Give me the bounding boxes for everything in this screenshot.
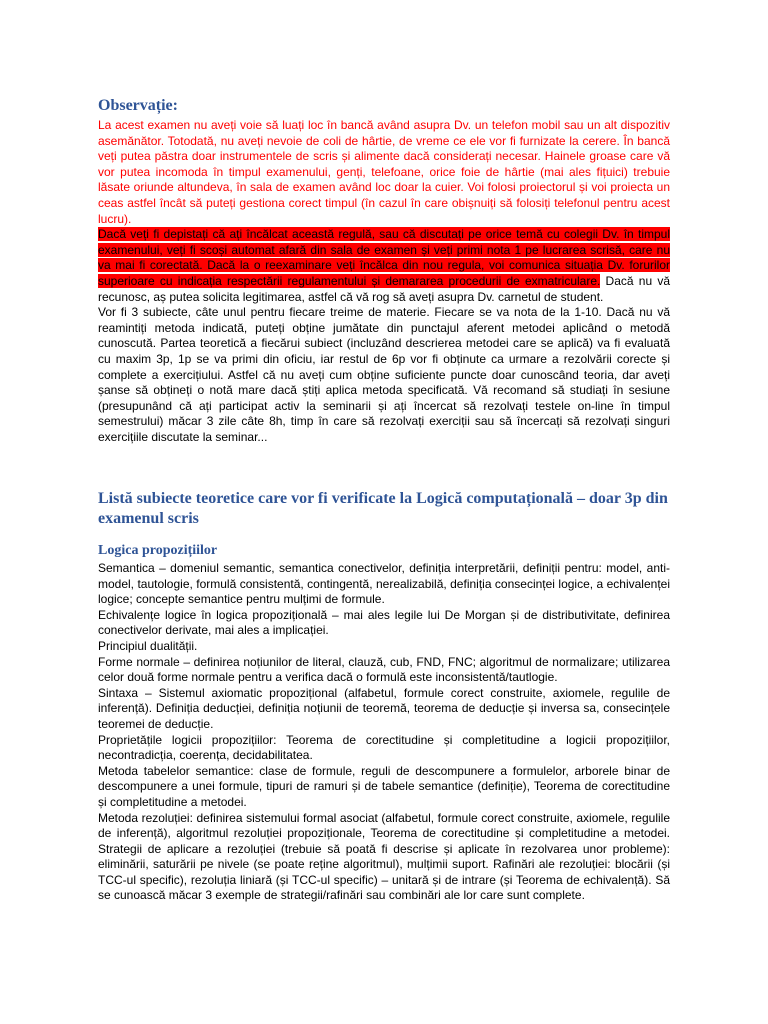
highlighted-warning: Dacă veți fi depistați că ați încălcat această regulă, sau că discutați pe orice temă cu colegii Dv. în timpul examenului, veți fi scoși automat afară din sala de examen și veți primi nota 1 pe lucrarea scrisă, care nu va mai fi corectată. Dacă la o reexaminare veți încălca din nou regula, voi comunica situația Dv. forurilor superioare cu indicația respectării regulamentului și demararea procedurii de exmatriculare. bbox=[98, 227, 670, 288]
topic-item-equivalences: Echivalențe logice în logica propozițională – mai ales legile lui De Morgan și de distributivitate, definirea conectivelor derivate, mai ales a implicației. bbox=[98, 607, 670, 638]
topic-item-resolution: Metoda rezoluției: definirea sistemului formal asociat (alfabetul, formule corect construite, axiomele, regulile de inferență), algoritmul rezoluției propoziționale, Teorema de corectitudine și completitudine a metodei. Strategii de aplicare a rezoluției (trebuie să poată fi descrise și aplicate în rezolvarea unor probleme): eliminării, saturării pe nivele (se poate reține algoritmul), mulțimii suport. Rafinări ale rezoluției: blocării (și TCC-ul specific), rezoluția liniară (și TCC-ul specific) – unitară și de intrare (și Teorema de echivalență). Să se cunoască măcar 3 exemple de strategii/rafinări sau combinări ale lor care sunt complete. bbox=[98, 810, 670, 903]
warning-paragraph: La acest examen nu aveți voie să luați loc în bancă având asupra Dv. un telefon mobil sau un alt dispozitiv asemănător. Totodată, nu aveți nevoie de coli de hârtie, de vreme ce ele vor fi furnizate la cerere. În bancă veți putea păstra doar instrumentele de scris și alimente dacă considerați necesar. Hainele groase care vă vor putea incomoda în timpul examenului, genți, telefoane, orice foie de hârtie (mai ales fițuici) trebuie lăsate oriunde altundeva, în sala de examen având loc doar la cuier. Voi folosi proiectorul și voi proiecta un ceas astfel încât să puteți gestiona corect timpul (în cazul în care obișnuiți să folosiți telefonul pentru acest lucru). bbox=[98, 118, 670, 226]
topic-item-properties: Proprietățile logicii propozițiilor: Teorema de corectitudine și completitudine a logicii propozițiilor, necontradicția, coerența, decidabilitatea. bbox=[98, 732, 670, 763]
observation-block bbox=[98, 118, 670, 445]
subsection-heading: Logica propozițiilor bbox=[98, 543, 218, 558]
topic-item-duality: Principiul dualității. bbox=[98, 638, 198, 653]
grading-paragraph: Vor fi 3 subiecte, câte unul pentru fiecare treime de materie. Fiecare se va nota de la 1-10. Dacă nu vă reamintiți metoda indicată, puteți obține jumătate din punctajul aferent metodei aplicând o metodă cunoscută. Partea teoretică a fiecărui subiect (incluzând descrierea metodei care se aplică) va fi evaluată cu maxim 3p, 1p se va primi din oficiu, iar restul de 6p vor fi obținute ca urmare a rezolvării corecte și complete a exercițiului. Astfel că nu aveți cum obține suficiente puncte doar cunoscând teoria, dar aveți șanse să obțineți o notă mare dacă știți aplica metoda specificată. Vă recomand să studiați în sesiune (presupunând că ați participat activ la seminarii și ați încercat să rezolvați testele on-line în timpul semestrului) măcar 3 zile câte 8h, timp în care să rezolvați exerciții sau să încercați să rezolvați singuri exercițiile discutate la seminar... bbox=[98, 305, 670, 444]
observation-heading: Observație: bbox=[98, 97, 178, 114]
topic-item-syntax: Sintaxa – Sistemul axiomatic propozițional (alfabetul, formule corect construite, axiomele, regulile de inferență). Definiția deducției, definiția noțiunii de teoremă, teorema de deducție și inversa sa, consecințele teoremei de deducție. bbox=[98, 685, 670, 731]
topic-item-semantic-tableaux: Metoda tabelelor semantice: clase de formule, reguli de descompunere a formulelor, arborele binar de descompunere a unei formule, tipuri de ramuri și de tabele semantice (definiție), Teorema de corectitudine și completitudine a metodei. bbox=[98, 763, 670, 809]
topic-list bbox=[98, 561, 670, 904]
rule-paragraph bbox=[98, 227, 670, 305]
topic-item-normal-forms: Forme normale – definirea noțiunilor de literal, clauză, cub, FND, FNC; algoritmul de normalizare; utilizarea celor două forme normale pentru a verifica dacă o formulă este inconsistentă/tautlogie. bbox=[98, 654, 670, 685]
topic-item-semantics: Semantica – domeniul semantic, semantica conectivelor, definiția interpretării, definiții pentru: model, anti-model, tautologie, formulă consistentă, contingentă, nerealizabilă, definiția consecinței logice, a echivalenței logice; concepte semantice pentru mulțimi de formule. bbox=[98, 561, 670, 607]
id-requirement-text: Dacă nu vă recunosc, aș putea solicita legitimarea, astfel că vă rog să aveți asupra Dv. carnetul de student. bbox=[98, 273, 670, 304]
section-heading: Listă subiecte teoretice care vor fi verificate la Logică computațională – doar 3p din examenul scris bbox=[98, 490, 668, 527]
